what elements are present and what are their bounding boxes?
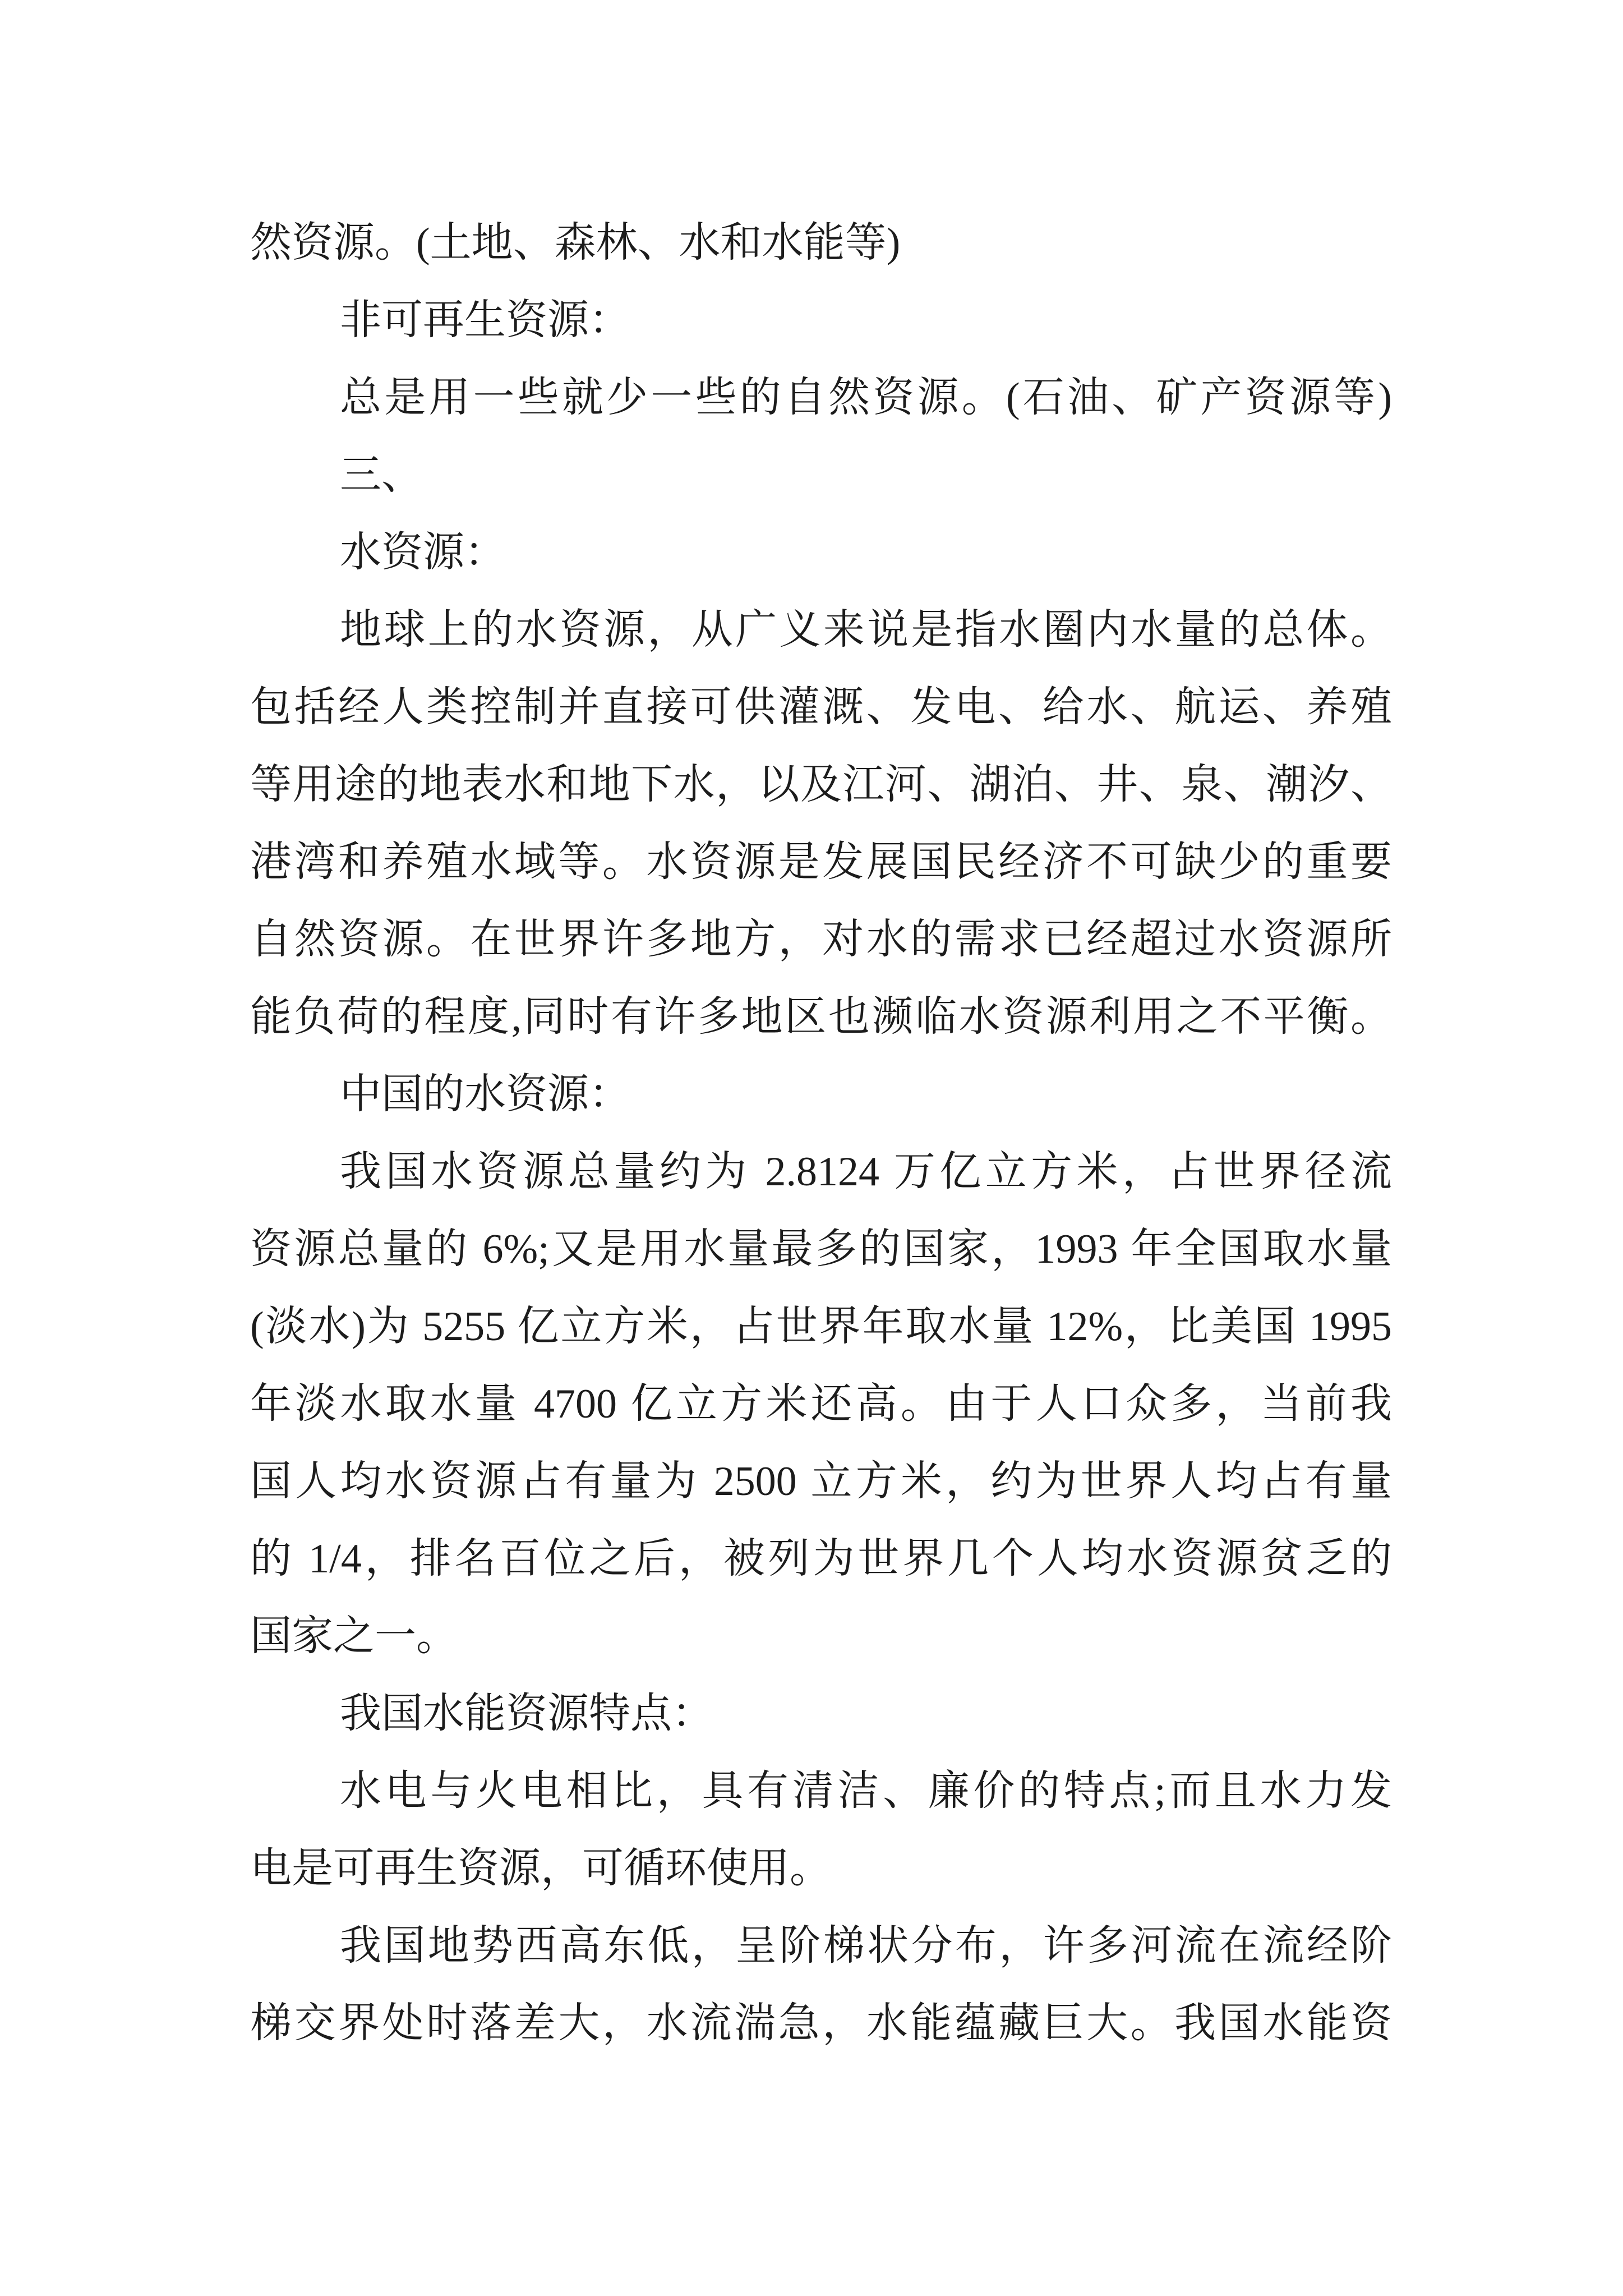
paragraph-water-resources (0, 591, 1623, 1056)
paragraph-nonrenewable-definition (0, 359, 1623, 436)
text-line: 港湾和养殖水域等。水资源是发展国民经济不可缺少的重要 (250, 839, 1392, 885)
text-line: 水电与火电相比，具有清洁、廉价的特点;而且水力发 (340, 1768, 1392, 1814)
heading-section-three (0, 436, 1623, 514)
text-line: 的 1/4，排名百位之后，被列为世界几个人均水资源贫乏的 (250, 1536, 1392, 1582)
paragraph-hydropower-advantages (0, 1752, 1623, 1907)
paragraph-continuation (0, 204, 1623, 282)
text-line: 非可再生资源： (340, 297, 630, 343)
text-line: 我国地势西高东低，呈阶梯状分布，许多河流在流经阶 (340, 1923, 1392, 1969)
text-line: 总是用一些就少一些的自然资源。(石油、矿产资源等) (340, 375, 1392, 421)
heading-water-resources (0, 514, 1623, 591)
text-line: 我国水能资源特点： (340, 1691, 713, 1737)
text-line: 电是可再生资源，可循环使用。 (250, 1846, 831, 1892)
text-line: 国人均水资源占有量为 2500 立方米，约为世界人均占有量 (250, 1458, 1392, 1504)
text-line: 年淡水取水量 4700 亿立方米还高。由于人口众多，当前我 (250, 1381, 1392, 1427)
text-line: 三、 (340, 452, 423, 498)
text-line: 包括经人类控制并直接可供灌溉、发电、给水、航运、养殖 (250, 684, 1392, 730)
heading-nonrenewable-resources (0, 282, 1623, 359)
text-line: 地球上的水资源，从广义来说是指水圈内水量的总体。 (340, 607, 1392, 653)
text-line: (淡水)为 5255 亿立方米，占世界年取水量 12%，比美国 1995 (250, 1304, 1392, 1350)
text-line: 我国水资源总量约为 2.8124 万亿立方米，占世界径流 (340, 1149, 1392, 1195)
paragraph-terrain-hydropower (0, 1907, 1623, 2062)
text-line: 自然资源。在世界许多地方，对水的需求已经超过水资源所 (250, 917, 1392, 963)
text-line: 然资源。(土地、森林、水和水能等) (250, 220, 901, 266)
text-line: 中国的水资源： (340, 1071, 630, 1117)
text-line: 水资源： (340, 530, 506, 576)
heading-china-water-resources (0, 1056, 1623, 1133)
text-line: 资源总量的 6%;又是用水量最多的国家，1993 年全国取水量 (250, 1226, 1392, 1272)
text-line: 等用途的地表水和地下水，以及江河、湖泊、井、泉、潮汐、 (250, 762, 1392, 808)
text-line: 国家之一。 (250, 1613, 458, 1659)
heading-hydropower-features (0, 1675, 1623, 1752)
paragraph-china-water-resources (0, 1133, 1623, 1675)
text-line: 梯交界处时落差大，水流湍急，水能蕴藏巨大。我国水能资 (250, 2000, 1392, 2046)
text-line: 能负荷的程度,同时有许多地区也濒临水资源利用之不平衡。 (250, 994, 1392, 1040)
